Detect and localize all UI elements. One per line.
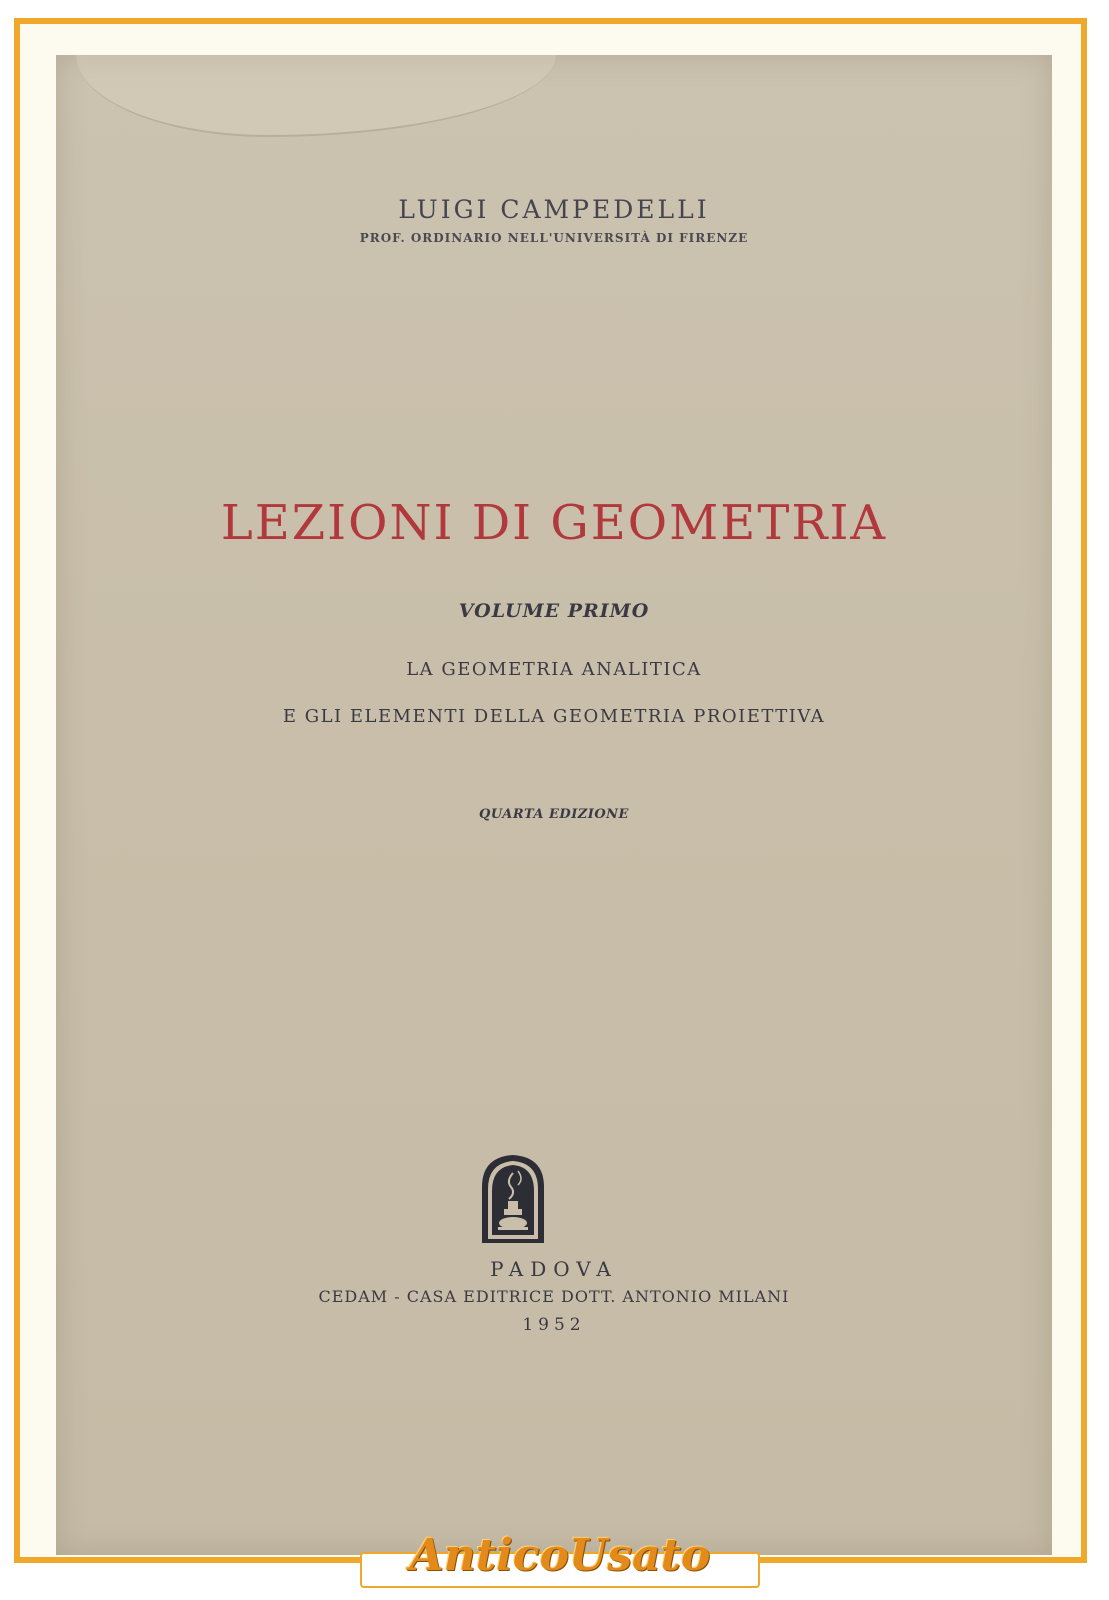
volume-label: VOLUME PRIMO xyxy=(458,600,650,622)
publisher-city: PADOVA xyxy=(490,1257,618,1281)
cover-fold xyxy=(76,55,556,137)
publisher-name: CEDAM - CASA EDITRICE DOTT. ANTONIO MILANI xyxy=(318,1287,790,1306)
book-cover xyxy=(56,55,1052,1555)
subtitle-line-2: E GLI ELEMENTI DELLA GEOMETRIA PROIETTIVA xyxy=(282,706,826,727)
edition-label: QUARTA EDIZIONE xyxy=(479,807,629,822)
publication-year: 1952 xyxy=(522,1315,586,1335)
publisher-emblem-icon xyxy=(478,1153,548,1245)
book-title: LEZIONI DI GEOMETRIA xyxy=(220,495,888,551)
author-affiliation: PROF. ORDINARIO NELL'UNIVERSITÀ DI FIRENZE xyxy=(359,231,749,245)
subtitle-line-1: LA GEOMETRIA ANALITICA xyxy=(406,659,702,680)
watermark-text: AnticoUsato xyxy=(409,1530,711,1581)
watermark-logo xyxy=(360,1530,760,1600)
author-name: LUIGI CAMPEDELLI xyxy=(398,195,710,224)
